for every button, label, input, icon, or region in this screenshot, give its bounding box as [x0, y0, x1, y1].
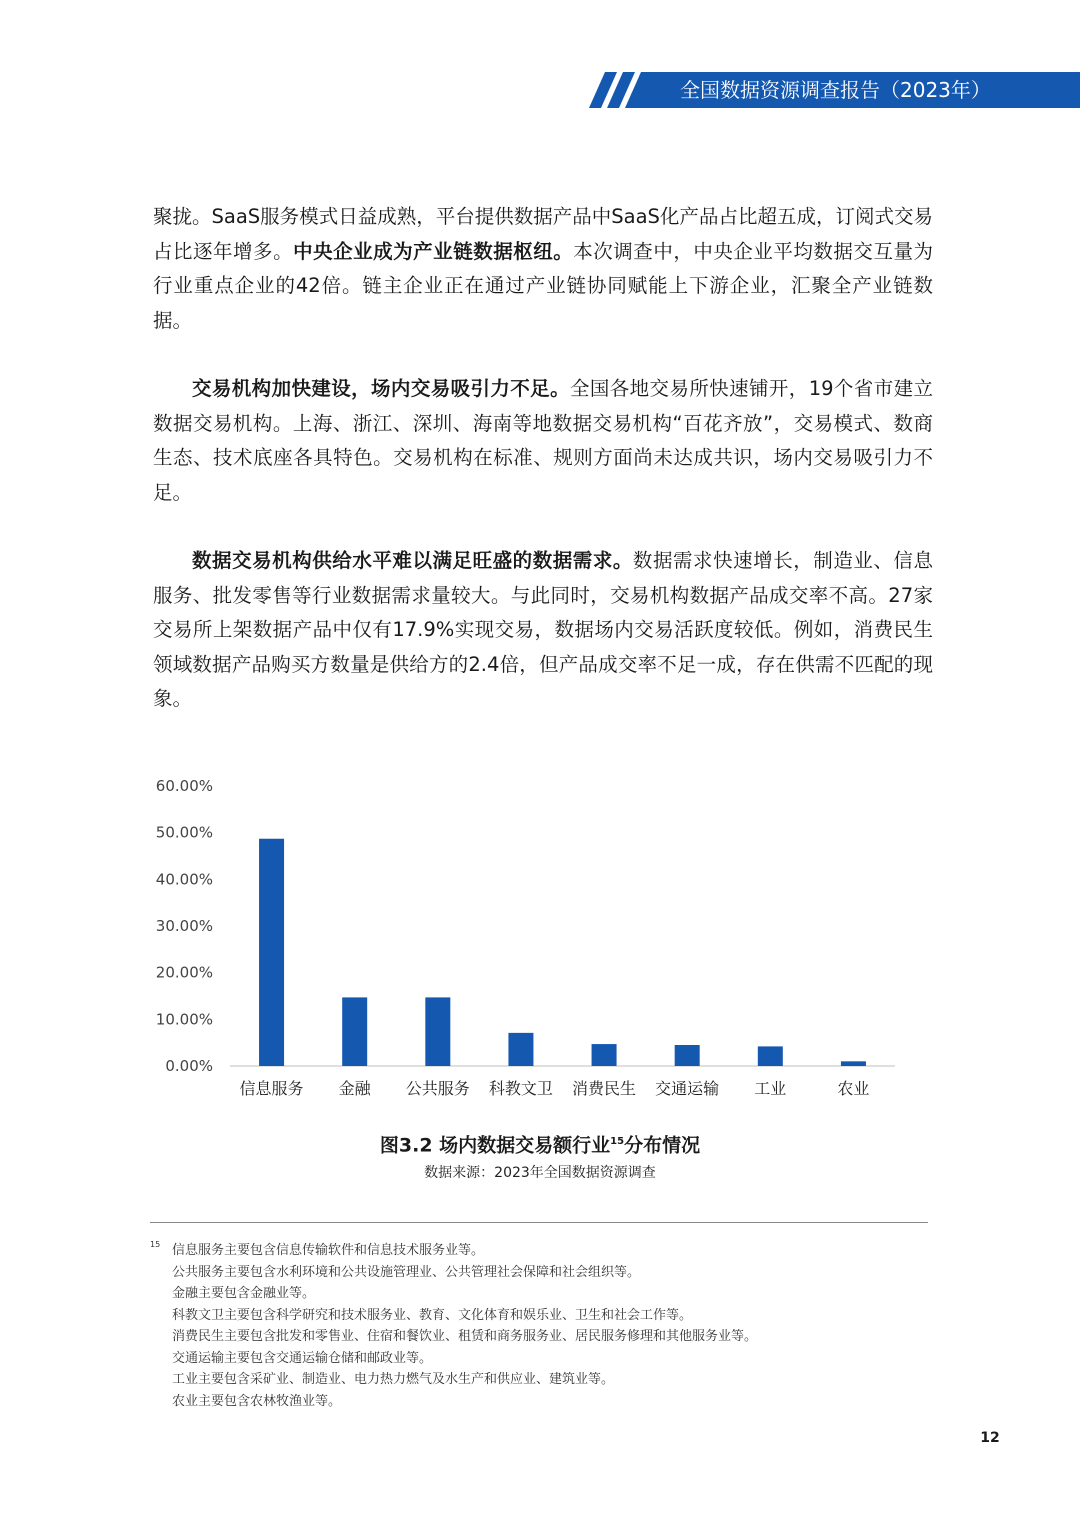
footnote-ref: 15	[610, 1136, 625, 1147]
bar	[675, 1045, 700, 1066]
x-tick-label: 公共服务	[405, 1079, 470, 1098]
header-title: 全国数据资源调查报告（2023年）	[680, 78, 991, 102]
bar	[342, 997, 367, 1066]
paragraph-heading: 交易机构加快建设，场内交易吸引力不足。	[192, 377, 570, 400]
x-tick-label: 金融	[338, 1079, 371, 1098]
paragraph-2	[153, 372, 933, 510]
x-tick-label: 交通运输	[655, 1079, 720, 1098]
footnote-list	[172, 1240, 757, 1412]
footnote-line: 信息服务主要包含信息传输软件和信息技术服务业等。	[172, 1243, 485, 1258]
paragraph-1	[153, 200, 933, 338]
footnote-line: 农业主要包含农林牧渔业等。	[172, 1393, 342, 1409]
footnote-line: 消费民生主要包含批发和零售业、住宿和餐饮业、租赁和商务服务业、居民服务修理和其他服务业等。	[172, 1329, 758, 1344]
y-tick-label: 20.00%	[155, 963, 213, 982]
paragraph-heading: 中央企业成为产业链数据枢纽。	[293, 239, 574, 263]
x-tick-label: 科教文卫	[488, 1079, 553, 1098]
footnote-number: 15	[150, 1240, 161, 1249]
bar	[259, 839, 284, 1066]
footnote-line: 科教文卫主要包含科学研究和技术服务业、教育、文化体育和娱乐业、卫生和社会工作等。	[172, 1307, 693, 1323]
paragraph-heading: 数据交易机构供给水平难以满足旺盛的数据需求。	[192, 549, 633, 572]
paragraph-text: 数据需求快速增长，制造业、信息服务、批发零售等行业数据需求量较大。与此同时，交易机构数据产品成交率不高。27家交易所上架数据产品中仅有17.9%实现交易，数据场内交易活跃度较低。例如，消费民生领域数据产品购买方数量是供给方的2.4倍，但产品成交率不足一成，存在供需不匹配的现象。	[153, 549, 933, 710]
bar	[508, 1033, 533, 1066]
paragraph-text: 本次调查中，中央企业平均数据交互量为行业重点企业的42倍。链主企业正在通过产业链协同赋能上下游企业，汇聚全产业链数据。	[153, 239, 933, 332]
figure-title-tail: 分布情况	[624, 1134, 701, 1157]
x-tick-label: 信息服务	[239, 1079, 304, 1098]
footnote-line: 金融主要包含金融业等。	[172, 1286, 316, 1301]
page-number: 12	[980, 1430, 1000, 1446]
footnote-line: 公共服务主要包含水利环境和公共设施管理业、公共管理社会保障和社会组织等。	[172, 1264, 641, 1280]
y-tick-label: 10.00%	[155, 1010, 213, 1029]
footnote-line: 交通运输主要包含交通运输仓储和邮政业等。	[172, 1350, 433, 1366]
y-tick-label: 30.00%	[155, 917, 213, 935]
y-tick-label: 40.00%	[155, 870, 213, 889]
bar	[425, 997, 450, 1066]
footnote-line: 工业主要包含采矿业、制造业、电力热力燃气及水生产和供应业、建筑业等。	[172, 1372, 615, 1387]
figure-source: 数据来源：2023年全国数据资源调查	[424, 1165, 656, 1181]
figure-title-text: 图3.2 场内数据交易额行业	[379, 1134, 611, 1157]
bar-chart	[140, 770, 940, 1110]
x-tick-label: 农业	[837, 1079, 870, 1098]
bar	[592, 1044, 617, 1066]
y-tick-label: 0.00%	[165, 1057, 213, 1075]
bar	[841, 1061, 866, 1066]
bar	[758, 1046, 783, 1066]
figure-title	[0, 1128, 1080, 1159]
footnote-divider	[150, 1222, 928, 1223]
paragraph-text: 全国各地交易所快速铺开，19个省市建立数据交易机构。上海、浙江、深圳、海南等地数据交易机构“百花齐放”，交易模式、数商生态、技术底座各具特色。交易机构在标准、规则方面尚未达成共识，场内交易吸引力不足。	[153, 377, 933, 504]
x-tick-label: 消费民生	[572, 1079, 637, 1098]
y-tick-label: 60.00%	[155, 777, 213, 795]
paragraph-text: 聚拢。SaaS服务模式日益成熟，平台提供数据产品中SaaS化产品占比超五成，订阅式交易占比逐年增多。	[153, 205, 933, 263]
y-tick-label: 50.00%	[155, 823, 213, 842]
paragraph-3	[153, 544, 933, 717]
x-tick-label: 工业	[754, 1079, 787, 1098]
